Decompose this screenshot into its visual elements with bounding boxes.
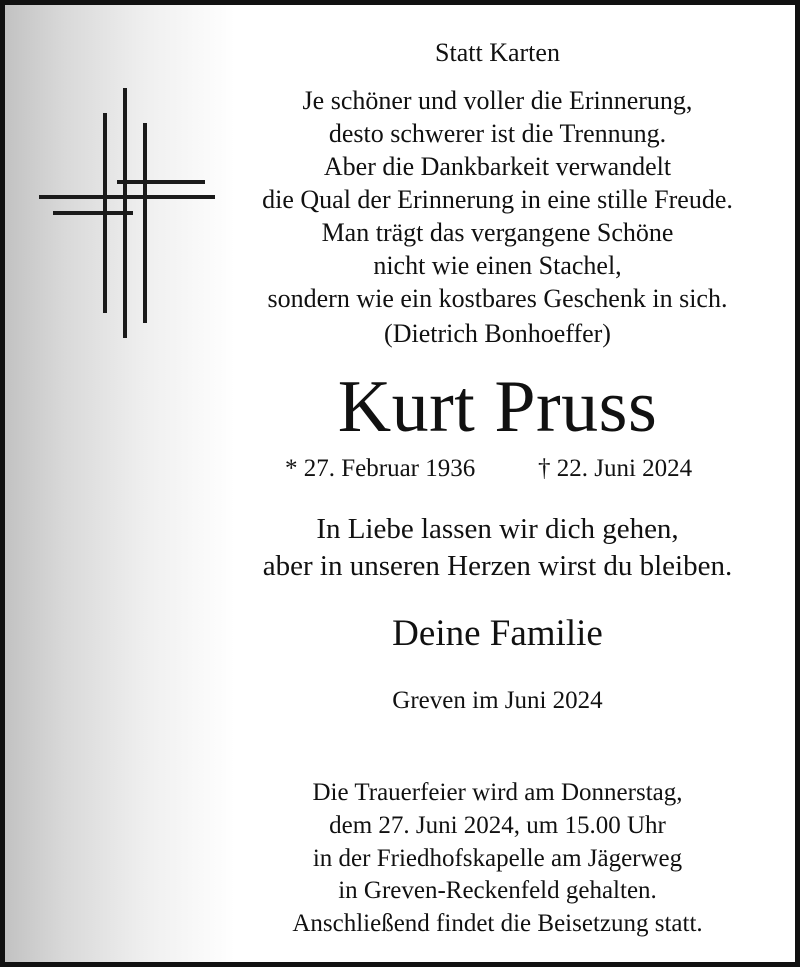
poem-line: desto schwerer ist die Trennung. xyxy=(328,119,667,148)
ceremony-line: Die Trauerfeier wird am Donnerstag, xyxy=(312,779,683,806)
farewell-line: In Liebe lassen wir dich gehen, xyxy=(316,513,679,545)
ceremony-line: Anschließend findet die Beisetzung statt. xyxy=(292,910,703,937)
cross-icon xyxy=(35,83,220,343)
death-date: † 22. Juni 2024 xyxy=(538,455,693,482)
place-date: Greven im Juni 2024 xyxy=(392,687,603,714)
poem-line: Je schöner und voller die Erinnerung, xyxy=(302,86,693,115)
ceremony-line: in Greven-Reckenfeld gehalten. xyxy=(338,877,657,904)
life-dates xyxy=(195,452,800,486)
poem-author: (Dietrich Bonhoeffer) xyxy=(384,319,611,348)
birth-date: * 27. Februar 1936 xyxy=(285,455,476,482)
poem-line: sondern wie ein kostbares Geschenk in sich. xyxy=(267,284,728,313)
poem-line: Man trägt das vergangene Schöne xyxy=(321,218,674,247)
poem-line: nicht wie einen Stachel, xyxy=(373,251,622,280)
header-text: Statt Karten xyxy=(435,38,560,67)
ceremony-line: dem 27. Juni 2024, um 15.00 Uhr xyxy=(329,812,666,839)
farewell-line: aber in unseren Herzen wirst du bleiben. xyxy=(262,550,733,582)
deceased-name: Kurt Pruss xyxy=(337,366,658,448)
poem-line: Aber die Dankbarkeit verwandelt xyxy=(323,152,672,181)
ceremony-line: in der Friedhofskapelle am Jägerweg xyxy=(312,845,683,872)
signature: Deine Familie xyxy=(392,613,603,654)
poem-line: die Qual der Erinnerung in eine stille Freude. xyxy=(262,185,733,214)
